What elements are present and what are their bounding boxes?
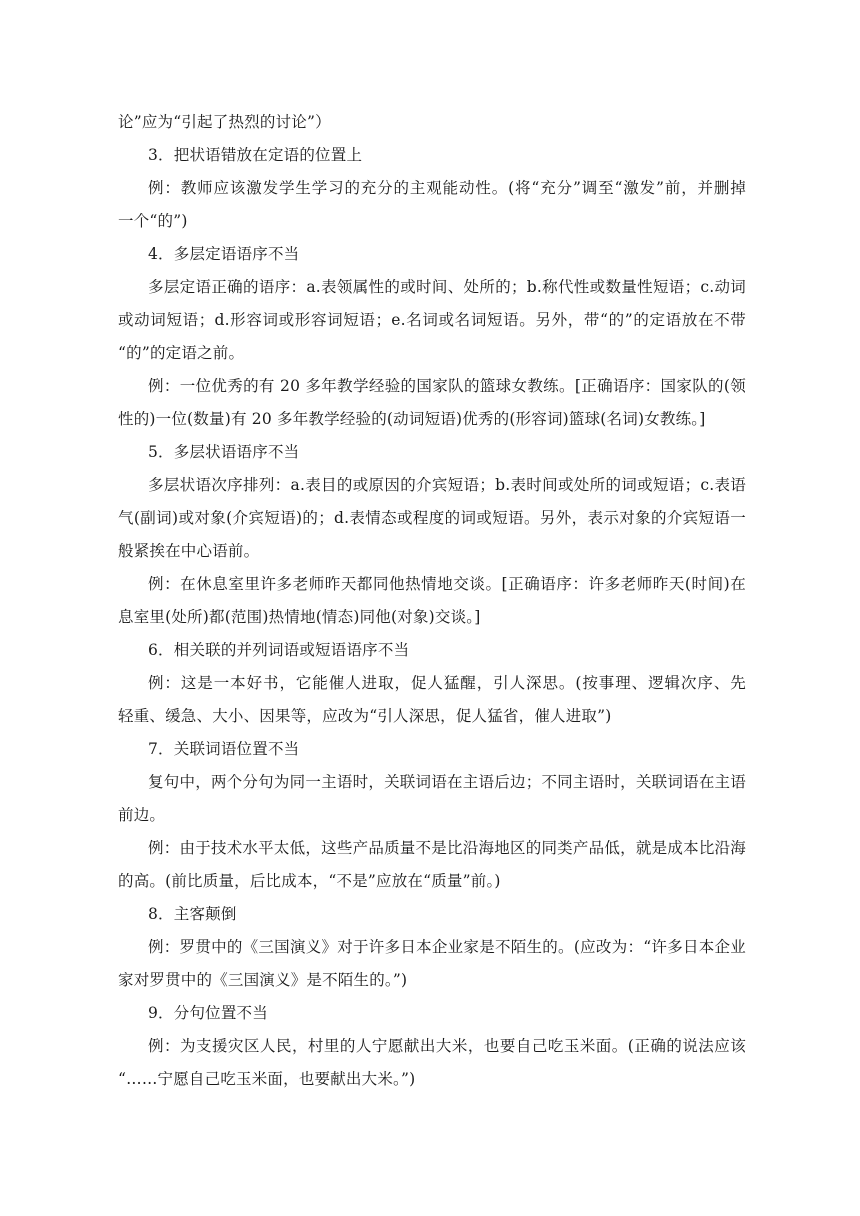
text-line: 例：在休息室里许多老师昨天都同他热情地交谈。[正确语序：许多老师昨天(时间)在 [148,575,746,593]
text-line: 9．分句位置不当 [148,1004,268,1022]
text-line: “……宁愿自己吃玉米面，也要献出大米。”) [118,1070,416,1088]
text-line: 8．主客颠倒 [148,905,237,923]
text-line: 例：罗贯中的《三国演义》对于许多日本企业家是不陌生的。(应改为：“许多日本企业 [148,938,746,956]
text-line: 般紧挨在中心语前。 [118,542,260,560]
document-body [118,106,746,1096]
text-line: 多层定语正确的语序：a.表领属性的或时间、处所的；b.称代性或数量性短语；c.动词 [148,278,746,296]
text-line: 性的)一位(数量)有 20 多年教学经验的(动词短语)优秀的(形容词)篮球(名词)女教练。] [118,410,706,428]
text-line: 息室里(处所)都(范围)热情地(情态)同他(对象)交谈。] [118,608,481,626]
text-line: 前边。 [118,806,166,824]
text-line: 6．相关联的并列词语或短语语序不当 [148,641,410,659]
text-line: 或动词短语；d.形容词或形容词短语；e.名词或名词短语。另外，带“的”的定语放在不带 [118,311,746,329]
text-line: 一个“的”) [118,212,188,230]
text-line: “的”的定语之前。 [118,344,245,362]
text-line: 3．把状语错放在定语的位置上 [148,146,363,164]
text-line: 气(副词)或对象(介宾短语)的；d.表情态或程度的词或短语。另外，表示对象的介宾短语一 [118,509,746,527]
text-line: 5．多层状语语序不当 [148,443,300,461]
text-line: 例：这是一本好书，它能催人进取，促人猛醒，引人深思。(按事理、逻辑次序、先 [148,674,746,692]
text-line: 例：由于技术水平太低，这些产品质量不是比沿海地区的同类产品低，就是成本比沿海 [148,839,746,857]
text-line: 7．关联词语位置不当 [148,740,300,758]
text-line: 例：教师应该激发学生学习的充分的主观能动性。(将“充分”调至“激发”前，并删掉 [148,179,746,197]
text-line: 例：一位优秀的有 20 多年教学经验的国家队的篮球女教练。[正确语序：国家队的(领 [148,377,746,395]
text-line: 轻重、缓急、大小、因果等，应改为“引人深思，促人猛省，催人进取”) [118,707,612,725]
text-line: 家对罗贯中的《三国演义》是不陌生的。”) [118,971,408,989]
text-line: 多层状语次序排列：a.表目的或原因的介宾短语；b.表时间或处所的词或短语；c.表语 [148,476,746,494]
text-line: 例：为支援灾区人民，村里的人宁愿献出大米，也要自己吃玉米面。(正确的说法应该 [148,1037,746,1055]
text-line: 论”应为“引起了热烈的讨论”） [118,113,331,131]
text-line: 的高。(前比质量，后比成本，“不是”应放在“质量”前。) [118,872,501,890]
text-line: 4．多层定语语序不当 [148,245,300,263]
text-line: 复句中，两个分句为同一主语时，关联词语在主语后边；不同主语时，关联词语在主语 [148,773,746,791]
